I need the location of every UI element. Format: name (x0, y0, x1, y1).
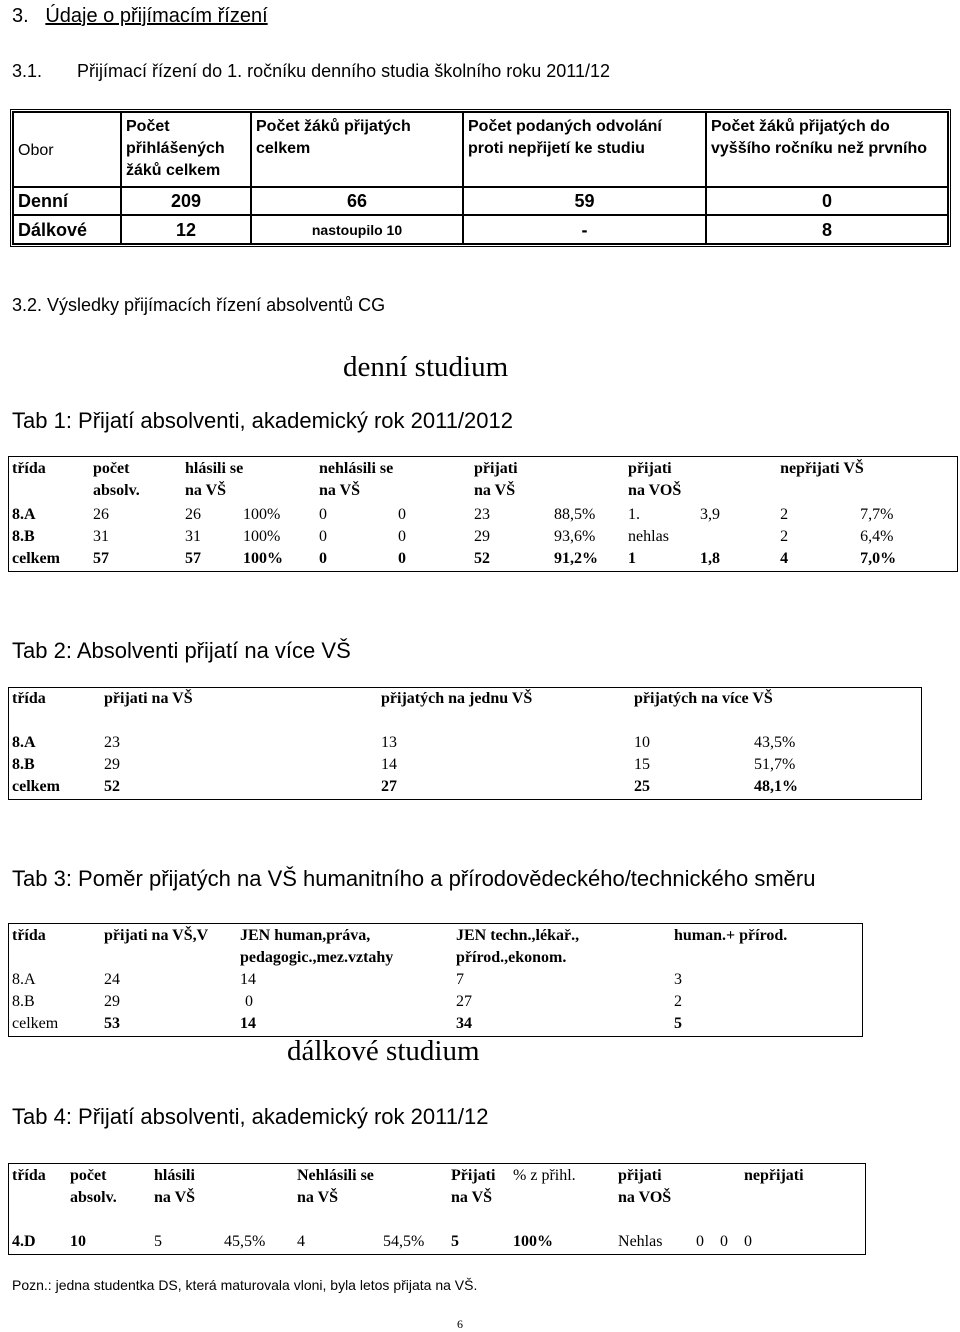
table-cell: 27 (381, 778, 397, 795)
table-header-row (8, 458, 958, 504)
header-cell: Přijati na VŠ (451, 1167, 496, 1206)
header-cell: přijati na VOŠ (618, 1167, 672, 1206)
table-cell: 51,7% (754, 756, 796, 773)
table-cell: celkem (12, 1015, 59, 1032)
table-cell: 209 (121, 187, 251, 215)
table-cell: 57 (93, 550, 109, 567)
table-cell: 43,5% (754, 734, 796, 751)
table-header-row (13, 112, 948, 187)
table-cell: 0 (319, 550, 328, 567)
table-cell: 7 (456, 971, 464, 988)
header-cell: třída (12, 927, 46, 944)
header-cell: hlásili se na VŠ (185, 460, 244, 499)
table-cell: 15 (634, 756, 650, 773)
table-cell: 91,2% (554, 550, 599, 567)
header-cell: Počet žáků přijatých celkem (251, 112, 463, 187)
table-cell: 2 (780, 528, 789, 545)
table-cell: 31 (185, 528, 201, 545)
header-cell: přijatých na jednu VŠ (381, 690, 533, 707)
table-cell-text: nastoupilo 10 (311, 222, 403, 238)
table-cell: 8.B (12, 756, 35, 773)
table-row (13, 187, 948, 215)
table-cell: 0 (744, 1233, 753, 1250)
header-cell: JEN techn.,lékař., přírod.,ekonom. (456, 927, 580, 966)
table-cell: 1,8 (700, 550, 721, 567)
header-cell: Nehlásili se na VŠ (297, 1167, 374, 1206)
table-cell: 93,6% (554, 528, 596, 545)
section-3-heading (12, 5, 268, 28)
header-cell: třída (12, 690, 46, 707)
table-cell: 8.B (12, 993, 35, 1010)
admission-summary-table (10, 109, 951, 247)
tab4-table (8, 1165, 866, 1253)
table-cell: 14 (240, 1015, 256, 1032)
tab4-title: Tab 4: Přijatí absolventi, akademický rok 2011/12 (12, 1104, 489, 1129)
table-row (8, 1013, 863, 1035)
table-cell: 5 (674, 1015, 682, 1032)
table-cell: 0 (706, 187, 948, 215)
table-cell: 100% (243, 550, 283, 567)
table-cell: 0 (398, 506, 407, 523)
table-cell: 26 (93, 506, 109, 523)
tab1-title: Tab 1: Přijatí absolventi, akademický rok 2011/2012 (12, 408, 513, 433)
table-cell: 25 (634, 778, 650, 795)
table-cell: 26 (185, 506, 201, 523)
table-cell: 53 (104, 1015, 120, 1032)
header-cell: počet absolv. (93, 460, 140, 499)
table-row (8, 776, 922, 798)
table-cell: 29 (104, 756, 120, 773)
footnote: Pozn.: jedna studentka DS, která maturovala vloni, byla letos přijata na VŠ. (12, 1277, 478, 1293)
table-header-row (8, 925, 863, 969)
table-cell: 66 (251, 187, 463, 215)
table-row (8, 754, 922, 776)
table-cell: 0 (398, 550, 407, 567)
table-cell: 13 (381, 734, 397, 751)
table-row (8, 969, 863, 991)
table-cell: 2 (674, 993, 682, 1010)
header-cell: Počet žáků přijatých do vyššího ročníku než prvního (706, 112, 948, 187)
table-cell: 3,9 (700, 506, 721, 523)
table-cell: 4.D (12, 1233, 36, 1250)
table-cell (236, 991, 452, 1013)
table-cell: 52 (474, 550, 491, 567)
table-cell: 100% (243, 506, 281, 523)
table-cell: celkem (12, 550, 60, 567)
header-cell: hlásili na VŠ (154, 1167, 196, 1206)
table-cell: 7,7% (860, 506, 894, 523)
denni-studium-heading: denní studium (343, 351, 509, 383)
table-cell: Denní (13, 187, 121, 215)
table-cell: 2 (780, 506, 789, 523)
table-cell: 29 (474, 528, 491, 545)
table-cell: 100% (243, 528, 281, 545)
table-cell: Dálkové (13, 215, 121, 244)
table-cell: 14 (240, 971, 256, 988)
table-header-row (8, 1165, 866, 1231)
table-row (8, 732, 922, 754)
header-cell: třída (12, 460, 46, 477)
header-cell: přijati na VŠ,V (104, 927, 209, 944)
table-cell (696, 526, 776, 548)
table-cell: 100% (513, 1233, 554, 1250)
table-cell: 27 (456, 993, 472, 1010)
table-cell: 14 (381, 756, 397, 773)
table-cell: 4 (780, 550, 789, 567)
header-cell: přijatých na více VŠ (634, 690, 773, 707)
table-cell: 23 (104, 734, 120, 751)
table-cell: 24 (104, 971, 120, 988)
table-row (8, 548, 958, 570)
table-cell: 7,0% (860, 550, 897, 567)
header-cell: nepřijati VŠ (780, 460, 864, 477)
table-cell: 57 (185, 550, 201, 567)
table-cell: 8.A (12, 971, 36, 988)
header-cell: Obor (13, 112, 121, 187)
table-cell: 23 (474, 506, 491, 523)
table-cell-text: 0 (245, 993, 253, 1010)
table-cell: 5 (451, 1233, 460, 1250)
table-cell: 54,5% (383, 1233, 425, 1250)
tab3-title: Tab 3: Poměr přijatých na VŠ humanitního a přírodovědeckého/technického směru (12, 866, 816, 891)
table-row (8, 991, 863, 1013)
table-cell: 4 (297, 1233, 305, 1250)
header-cell: přijati na VOŠ (628, 460, 682, 499)
table-cell: 6,4% (860, 528, 894, 545)
table-row (13, 215, 948, 244)
tab2-title: Tab 2: Absolventi přijatí na více VŠ (12, 638, 351, 663)
table-cell: 88,5% (554, 506, 596, 523)
table-cell: 52 (104, 778, 120, 795)
header-cell: přijati na VŠ (474, 460, 518, 499)
table-cell: 0 (319, 506, 328, 523)
table-cell: 45,5% (224, 1233, 266, 1250)
table-cell: 0 (398, 528, 407, 545)
table-cell: 1 (628, 550, 637, 567)
table-header-row (8, 688, 922, 732)
header-cell: % z přihl. (513, 1167, 576, 1184)
tab3-table (8, 925, 863, 1035)
header-cell: human.+ přírod. (674, 927, 788, 944)
section-3-2-heading: 3.2. Výsledky přijímacích řízení absolventů CG (12, 295, 386, 315)
dalkove-studium-heading: dálkové studium (287, 1035, 480, 1067)
table-cell: 8.A (12, 506, 36, 523)
header-cell: třída (12, 1167, 46, 1184)
table-cell: 0 (319, 528, 328, 545)
table-cell: 0 (696, 1233, 705, 1250)
table-cell: 12 (121, 215, 251, 244)
table-cell: Nehlas (618, 1233, 663, 1250)
table-cell: 8.B (12, 528, 35, 545)
tab1-table (8, 458, 958, 570)
page-number: 6 (457, 1317, 463, 1331)
table-cell: 34 (456, 1015, 472, 1032)
header-cell: Počet podaných odvolání proti nepřijetí ke studiu (463, 112, 706, 187)
table-cell (251, 215, 463, 244)
table-cell: 8.A (12, 734, 36, 751)
header-cell: nepřijati (744, 1167, 804, 1184)
table-cell: 29 (104, 993, 120, 1010)
table-cell: 1. (628, 506, 641, 523)
table-row (8, 504, 958, 526)
table-cell: - (463, 215, 706, 244)
header-cell: počet absolv. (70, 1167, 117, 1206)
table-cell: 0 (720, 1233, 729, 1250)
section-3-number: 3. (12, 5, 29, 27)
section-3-1-heading: 3.1. Přijímací řízení do 1. ročníku denního studia školního roku 2011/12 (12, 61, 611, 81)
table-cell: 59 (463, 187, 706, 215)
table-cell: nehlas (628, 528, 669, 545)
table-cell: 10 (70, 1233, 86, 1250)
table-cell: 48,1% (754, 778, 798, 795)
header-cell: přijati na VŠ (104, 690, 193, 707)
table-cell: celkem (12, 778, 60, 795)
table-cell: 5 (154, 1233, 162, 1250)
header-cell: nehlásili se na VŠ (319, 460, 394, 499)
header-cell: JEN human,práva, pedagogic.,mez.vztahy (240, 927, 394, 966)
section-3-title: Údaje o přijímacím řízení (45, 5, 268, 27)
header-cell: Počet přihlášených žáků celkem (121, 112, 251, 187)
table-row (8, 1231, 866, 1253)
table-cell: 8 (706, 215, 948, 244)
table-cell: 31 (93, 528, 109, 545)
table-cell: 3 (674, 971, 682, 988)
table-row (8, 526, 958, 548)
table-cell: 10 (634, 734, 650, 751)
tab2-table (8, 688, 922, 798)
